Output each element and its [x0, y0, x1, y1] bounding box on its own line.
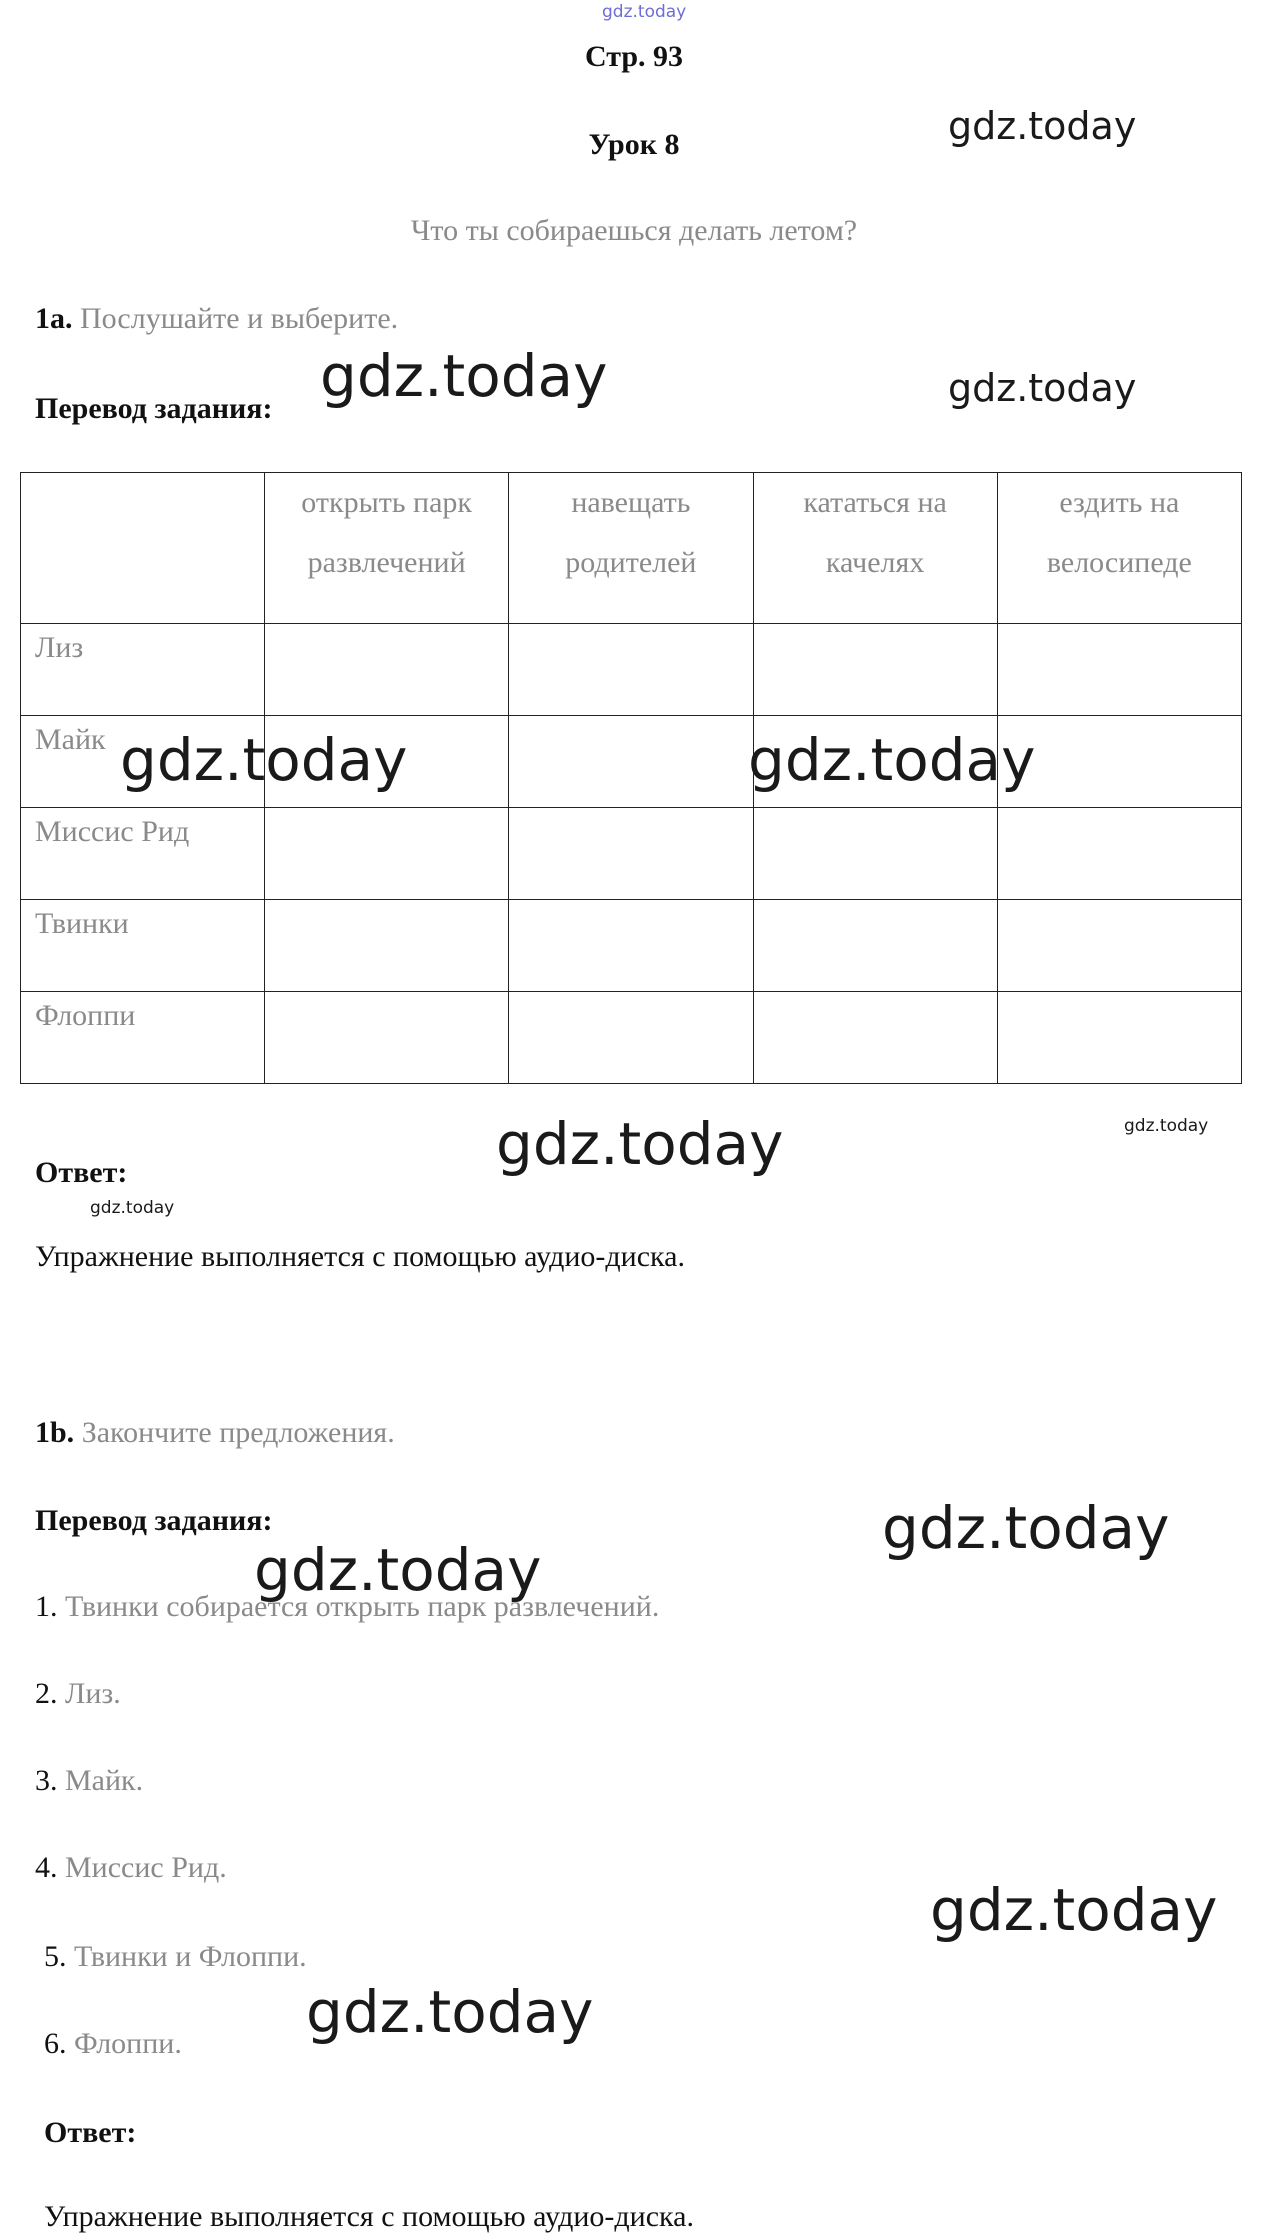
table-cell: [997, 992, 1241, 1084]
watermark: gdz.today: [748, 726, 1036, 794]
table-cell: [753, 624, 997, 716]
table-row: [21, 624, 1242, 716]
watermark: gdz.today: [306, 1978, 594, 2046]
table-corner-cell: [21, 473, 265, 624]
row-name: Лиз: [21, 624, 265, 716]
page-number: Стр. 93: [584, 40, 684, 73]
exercise-number: 1b.: [35, 1416, 75, 1449]
watermark: gdz.today: [930, 1876, 1218, 1944]
answer-text: Упражнение выполняется с помощью аудио-диска.: [44, 2200, 694, 2233]
table-column-header: навещать родителей: [509, 473, 753, 624]
row-name: Флоппи: [21, 992, 265, 1084]
table-cell: [997, 808, 1241, 900]
row-name: Твинки: [21, 900, 265, 992]
watermark: gdz.today: [1124, 1116, 1209, 1136]
exercise-number: 1a.: [35, 302, 73, 335]
exercise-1b-heading: [35, 1416, 395, 1450]
list-item: 5. Твинки и Флоппи.: [44, 1940, 307, 1973]
list-item: 6. Флоппи.: [44, 2027, 182, 2060]
watermark: gdz.today: [120, 726, 408, 794]
exercise-1a-heading: [35, 302, 398, 336]
table-cell: [997, 624, 1241, 716]
table-header-row: [21, 473, 1242, 624]
watermark: gdz.today: [320, 342, 608, 410]
row-name: Майк: [21, 716, 265, 808]
watermark: gdz.today: [496, 1110, 784, 1178]
table-column-header: ездить на велосипеде: [997, 473, 1241, 624]
list-item: 4. Миссис Рид.: [35, 1851, 227, 1884]
watermark: gdz.today: [254, 1536, 542, 1604]
row-name: Миссис Рид: [21, 808, 265, 900]
list-item: 3. Майк.: [35, 1764, 144, 1797]
table-cell: [509, 992, 753, 1084]
answer-label: Ответ:: [44, 2116, 137, 2149]
table-cell: [509, 624, 753, 716]
table-cell: [509, 716, 753, 808]
watermark: gdz.today: [882, 1494, 1170, 1562]
table-row: [21, 992, 1242, 1084]
exercise-task: Закончите предложения.: [81, 1416, 395, 1449]
watermark-top: gdz.today: [602, 2, 687, 22]
watermark: gdz.today: [948, 366, 1137, 410]
lesson-title: Что ты собираешься делать летом?: [410, 214, 858, 247]
table-cell: [997, 900, 1241, 992]
table-cell: [265, 808, 509, 900]
translation-label: Перевод задания:: [35, 1504, 273, 1537]
table-cell: [265, 992, 509, 1084]
lesson-number: Урок 8: [588, 128, 680, 161]
translation-label: Перевод задания:: [35, 392, 273, 425]
table-cell: [265, 624, 509, 716]
answer-label: Ответ:: [35, 1156, 128, 1189]
table-cell: [753, 992, 997, 1084]
table-cell: [753, 900, 997, 992]
table-cell: [509, 808, 753, 900]
watermark: gdz.today: [90, 1198, 175, 1218]
table-cell: [753, 808, 997, 900]
answer-text: Упражнение выполняется с помощью аудио-диска.: [35, 1240, 685, 1273]
table-cell: [509, 900, 753, 992]
watermark: gdz.today: [948, 104, 1137, 148]
exercise-task: Послушайте и выберите.: [80, 302, 399, 335]
table-column-header: кататься на качелях: [753, 473, 997, 624]
list-item: 1. Твинки собирается открыть парк развлечений.: [35, 1590, 660, 1623]
list-item: 2. Лиз.: [35, 1677, 121, 1710]
table-column-header: открыть парк развлечений: [265, 473, 509, 624]
table-row: [21, 808, 1242, 900]
table-cell: [265, 900, 509, 992]
table-row: [21, 900, 1242, 992]
